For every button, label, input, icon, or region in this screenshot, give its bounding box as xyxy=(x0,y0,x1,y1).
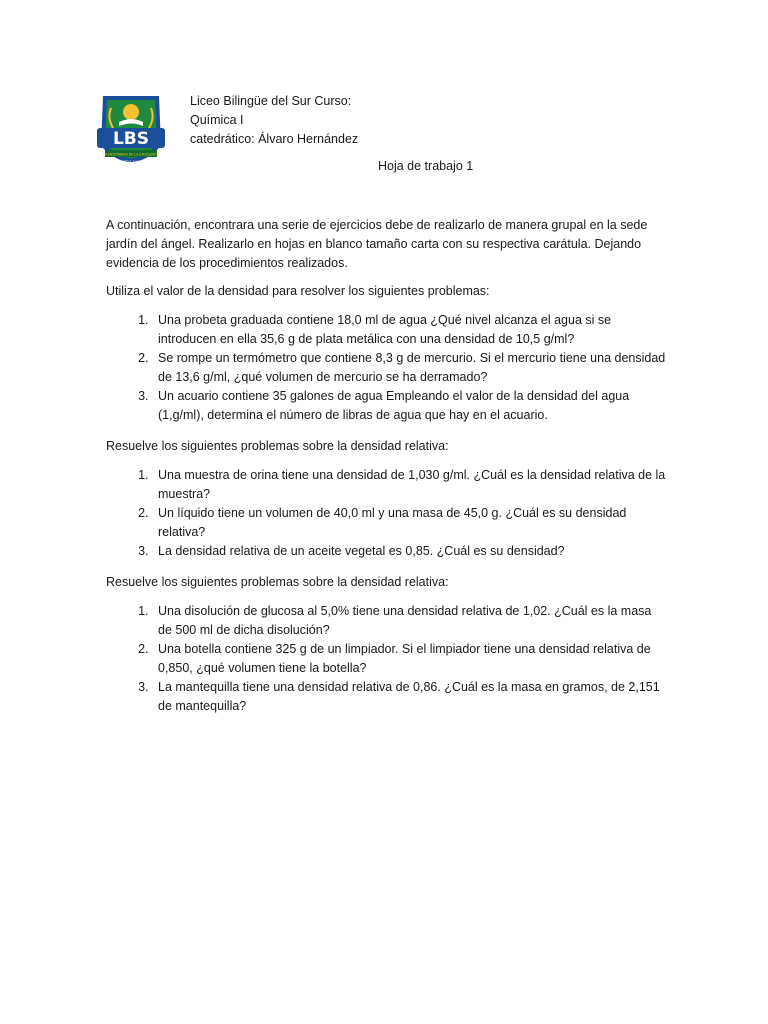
logo-text: LBS xyxy=(112,129,150,149)
section-3-list xyxy=(106,602,666,716)
section-2-title: Resuelve los siguientes problemas sobre la densidad relativa: xyxy=(106,439,449,453)
document-body xyxy=(106,216,666,728)
section-2-list xyxy=(106,466,666,561)
list-item: 3. La mantequilla tiene una densidad relativa de 0,86. ¿Cuál es la masa en gramos, de 2,151 de mantequilla? xyxy=(152,678,666,716)
worksheet-title: Hoja de trabajo 1 xyxy=(378,159,474,173)
intro-paragraph: A continuación, encontrara una serie de ejercicios debe de realizarlo de manera grupal en la sede jardín del ángel. Realizarlo en hojas en blanco tamaño carta con su respectiva carátula. Dejando evidencia de los procedimientos realizados. xyxy=(106,218,648,270)
section-3-title: Resuelve los siguientes problemas sobre la densidad relativa: xyxy=(106,575,449,589)
logo-subtext: LA ENSEÑANZA DE LA EXCELENCIA xyxy=(102,152,160,157)
list-item: 3. Un acuario contiene 35 galones de agua Empleando el valor de la densidad del agua (1,g/ml), determina el número de libras de agua que hay en el acuario. xyxy=(152,387,666,425)
list-item: 2. Se rompe un termómetro que contiene 8,3 g de mercurio. Si el mercurio tiene una densidad de 13,6 g/ml, ¿qué volumen de mercurio se ha derramado? xyxy=(152,349,666,387)
list-item: 2. Un líquido tiene un volumen de 40,0 ml y una masa de 45,0 g. ¿Cuál es su densidad relativa? xyxy=(152,504,666,542)
section-1-title: Utiliza el valor de la densidad para resolver los siguientes problemas: xyxy=(106,284,490,298)
document-header xyxy=(190,92,358,149)
list-item: 1. Una probeta graduada contiene 18,0 ml de agua ¿Qué nivel alcanza el agua si se introducen en ella 35,6 g de plata metálica con una densidad de 10,5 g/ml? xyxy=(152,311,666,349)
list-item: 3. La densidad relativa de un aceite vegetal es 0,85. ¿Cuál es su densidad? xyxy=(152,542,666,561)
list-item: 2. Una botella contiene 325 g de un limpiador. Si el limpiador tiene una densidad relativa de 0,850, ¿qué volumen tiene la botella? xyxy=(152,640,666,678)
header-course-line: Química I xyxy=(190,113,244,127)
section-1-list xyxy=(106,311,666,425)
logo-bottom-text: LICEO 1981 xyxy=(119,160,143,165)
list-item: 1. Una disolución de glucosa al 5,0% tiene una densidad relativa de 1,02. ¿Cuál es la masa de 500 ml de dicha disolución? xyxy=(152,602,666,640)
logo-sun-icon xyxy=(123,104,139,120)
header-school-line: Liceo Bilingüe del Sur Curso: xyxy=(190,94,352,108)
list-item: 1. Una muestra de orina tiene una densidad de 1,030 g/ml. ¿Cuál es la densidad relativa de la muestra? xyxy=(152,466,666,504)
school-logo xyxy=(95,88,167,180)
header-teacher-line: catedrático: Álvaro Hernández xyxy=(190,132,359,146)
